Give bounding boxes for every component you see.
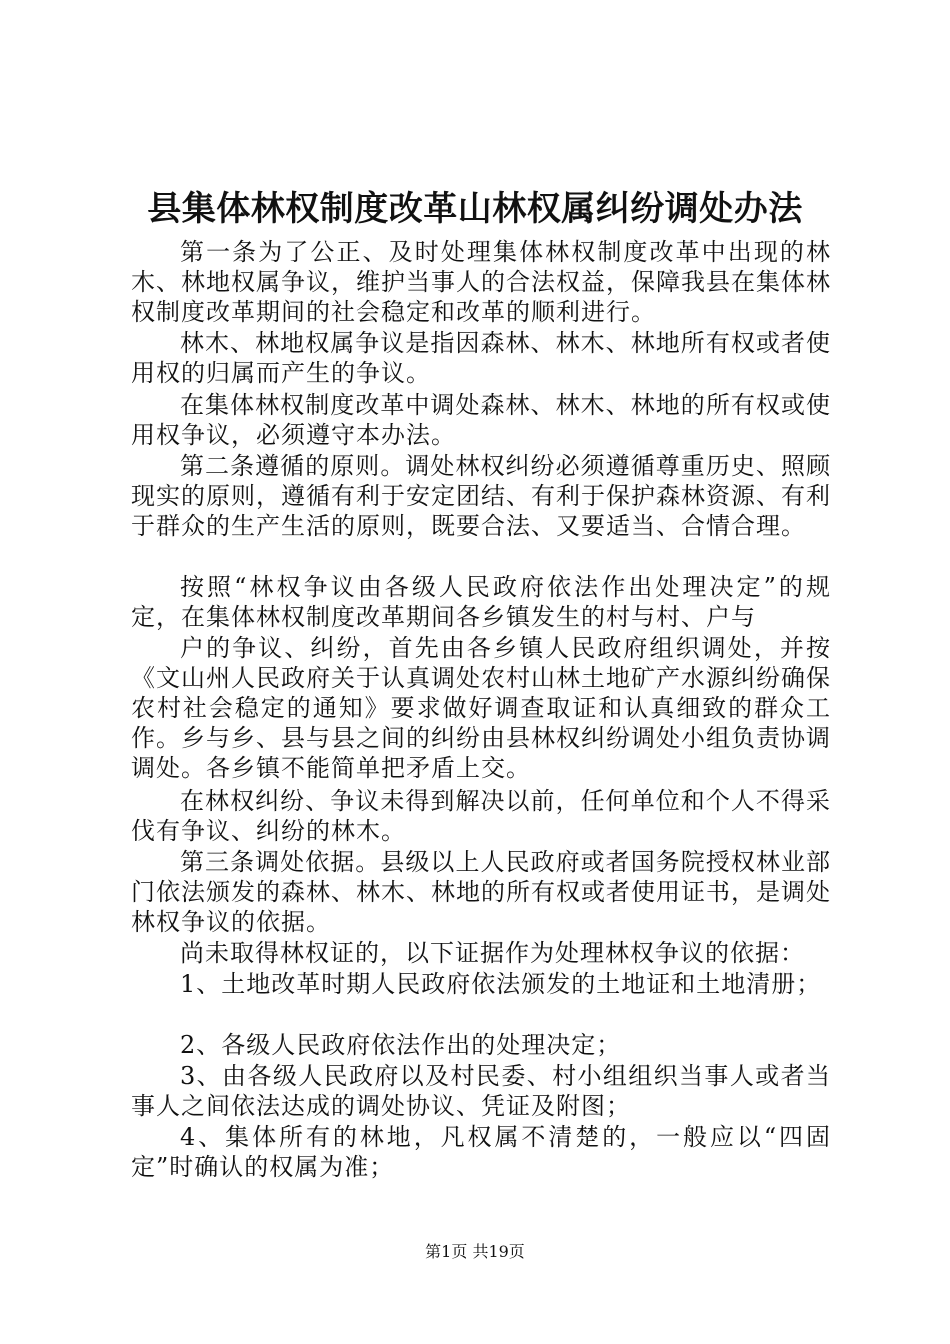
page-number: 第1页 共19页 [425, 1242, 525, 1261]
paragraph-regulation: 按照“林权争议由各级人民政府依法作出处理决定”的规定，在集体林权制度改革期间各乡镇发生的村与村、户与 [131, 573, 831, 631]
paragraph-definition: 林木、林地权属争议是指因森林、林木、林地所有权或者使用权的归属而产生的争议。 [131, 329, 831, 387]
paragraph-mediation: 户的争议、纠纷，首先由各乡镇人民政府组织调处，并按《文山州人民政府关于认真调处农村山林土地矿产水源纠纷确保农村社会稳定的通知》要求做好调查取证和认真细致的群众工作。乡与乡、县与县之间的纠纷由县林权纠纷调处小组负责协调调处。各乡镇不能简单把矛盾上交。 [131, 634, 831, 782]
paragraph-scope: 在集体林权制度改革中调处森林、林木、林地的所有权或使用权争议，必须遵守本办法。 [131, 391, 831, 449]
list-item-evidence-1: 1、土地改革时期人民政府依法颁发的土地证和土地清册； [180, 970, 822, 998]
paragraph-article-2: 第二条遵循的原则。调处林权纠纷必须遵循尊重历史、照顾现实的原则，遵循有利于安定团结、有利于保护森林资源、有利于群众的生产生活的原则，既要合法、又要适当、合情合理。 [131, 452, 831, 540]
paragraph-article-1: 第一条为了公正、及时处理集体林权制度改革中出现的林木、林地权属争议，维护当事人的合法权益，保障我县在集体林权制度改革期间的社会稳定和改革的顺利进行。 [131, 238, 831, 326]
document-title: 县集体林权制度改革山林权属纠纷调处办法 [147, 189, 803, 229]
list-item-evidence-3: 3、由各级人民政府以及村民委、村小组组织当事人或者当事人之间依法达成的调处协议、凭证及附图； [131, 1062, 831, 1120]
list-item-evidence-4: 4、集体所有的林地，凡权属不清楚的，一般应以“四固定”时确认的权属为准； [131, 1123, 831, 1181]
paragraph-logging-ban: 在林权纠纷、争议未得到解决以前，任何单位和个人不得采伐有争议、纠纷的林木。 [131, 787, 831, 845]
paragraph-evidence-intro: 尚未取得林权证的，以下证据作为处理林权争议的依据： [180, 939, 805, 967]
list-item-evidence-2: 2、各级人民政府依法作出的处理决定； [180, 1031, 622, 1059]
paragraph-article-3: 第三条调处依据。县级以上人民政府或者国务院授权林业部门依法颁发的森林、林木、林地的所有权或者使用证书，是调处林权争议的依据。 [131, 848, 831, 936]
